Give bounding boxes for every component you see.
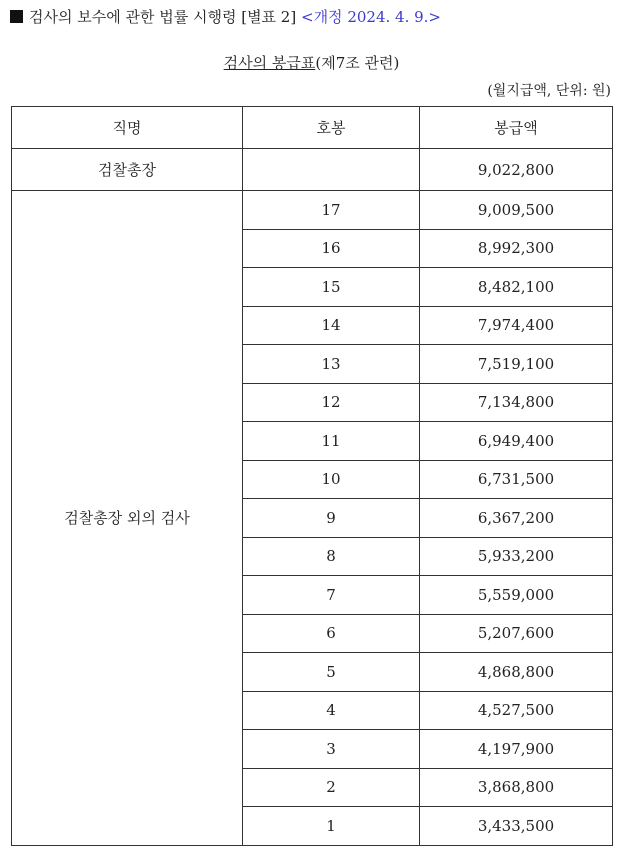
salary-cell: 6,949,400 xyxy=(420,422,613,461)
grade-cell: 14 xyxy=(243,306,420,345)
salary-cell: 5,933,200 xyxy=(420,537,613,576)
black-square-icon xyxy=(10,10,23,23)
salary-cell: 6,731,500 xyxy=(420,460,613,499)
column-header-grade: 호봉 xyxy=(243,107,420,149)
grade-cell: 3 xyxy=(243,730,420,769)
salary-cell: 4,868,800 xyxy=(420,653,613,692)
salary-cell: 5,559,000 xyxy=(420,576,613,615)
salary-cell: 7,134,800 xyxy=(420,383,613,422)
salary-cell: 7,974,400 xyxy=(420,306,613,345)
grade-cell: 9 xyxy=(243,499,420,538)
grade-cell: 13 xyxy=(243,345,420,384)
salary-table xyxy=(11,106,613,846)
document-header xyxy=(10,6,441,27)
grade-cell xyxy=(243,149,420,191)
position-cell: 검찰총장 xyxy=(12,149,243,191)
salary-cell: 5,207,600 xyxy=(420,614,613,653)
table-header-row xyxy=(12,107,613,149)
grade-cell: 15 xyxy=(243,268,420,307)
grade-cell: 4 xyxy=(243,691,420,730)
grade-cell: 11 xyxy=(243,422,420,461)
salary-cell: 6,367,200 xyxy=(420,499,613,538)
salary-cell: 3,868,800 xyxy=(420,768,613,807)
grade-cell: 16 xyxy=(243,229,420,268)
salary-cell: 8,482,100 xyxy=(420,268,613,307)
salary-cell: 4,197,900 xyxy=(420,730,613,769)
table-row xyxy=(12,149,613,191)
grade-cell: 12 xyxy=(243,383,420,422)
position-cell: 검찰총장 외의 검사 xyxy=(12,191,243,846)
grade-cell: 1 xyxy=(243,807,420,846)
amendment-date: <개정 2024. 4. 9.> xyxy=(301,8,441,26)
grade-cell: 6 xyxy=(243,614,420,653)
table-title-ref: (제7조 관련) xyxy=(315,54,400,72)
grade-cell: 8 xyxy=(243,537,420,576)
salary-cell: 8,992,300 xyxy=(420,229,613,268)
table-row xyxy=(12,191,613,230)
grade-cell: 17 xyxy=(243,191,420,230)
grade-cell: 2 xyxy=(243,768,420,807)
salary-cell: 3,433,500 xyxy=(420,807,613,846)
salary-cell: 9,022,800 xyxy=(420,149,613,191)
column-header-position: 직명 xyxy=(12,107,243,149)
salary-cell: 9,009,500 xyxy=(420,191,613,230)
column-header-salary: 봉급액 xyxy=(420,107,613,149)
header-title: 검사의 보수에 관한 법률 시행령 [별표 2] xyxy=(29,8,297,26)
grade-cell: 5 xyxy=(243,653,420,692)
grade-cell: 7 xyxy=(243,576,420,615)
unit-note: (월지급액, 단위: 원) xyxy=(487,83,611,99)
table-title-main: 검사의 봉급표 xyxy=(223,54,316,72)
salary-cell: 4,527,500 xyxy=(420,691,613,730)
grade-cell: 10 xyxy=(243,460,420,499)
salary-cell: 7,519,100 xyxy=(420,345,613,384)
table-title xyxy=(0,52,623,73)
